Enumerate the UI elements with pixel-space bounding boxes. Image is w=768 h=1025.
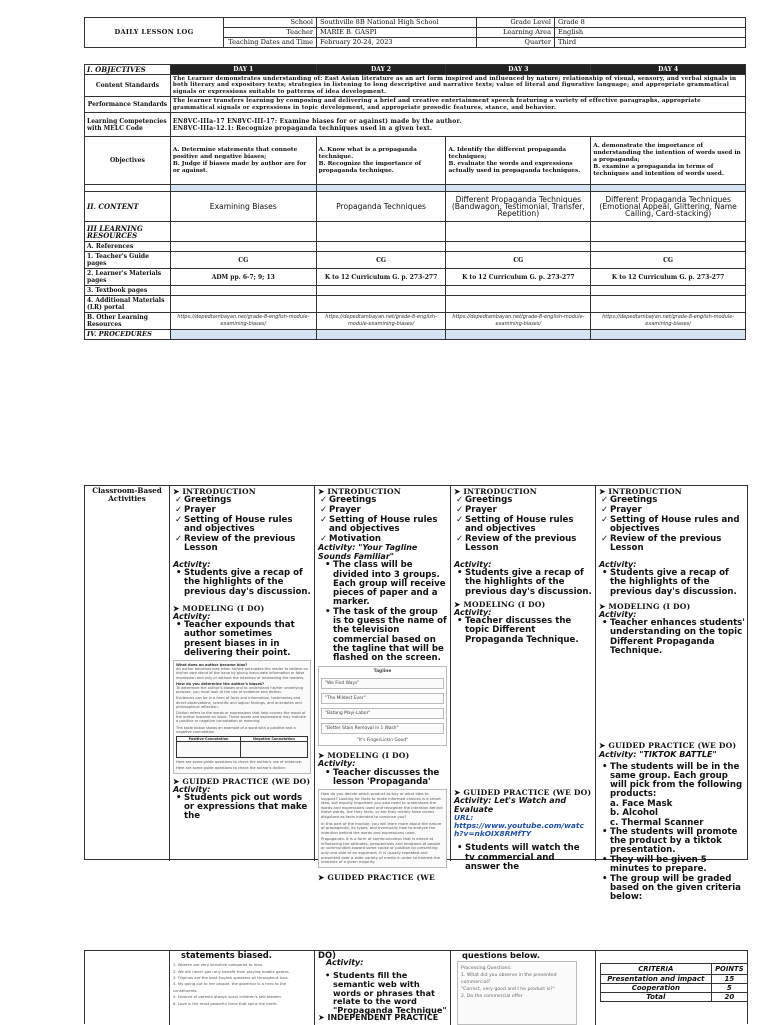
day-2-semantic-web-text: • Students fill the semantic web with words or phrases that relate to the word "Propaganda Technique": [325, 970, 447, 1015]
day-2-other-resource-link[interactable]: https://depedtambayan.net/grade-8-english-module-examining-biases/: [316, 313, 446, 330]
intro-item: ✓ Setting of House rules and objectives: [610, 516, 746, 534]
day-1-guided-activity-label: Activity:: [173, 784, 211, 794]
day-3-activity-label: Activity:: [454, 559, 492, 569]
criteria-name: Total: [601, 993, 712, 1002]
classroom-based-label: Classroom-Based Activities: [92, 486, 162, 503]
day-3-continued: [450, 951, 595, 1025]
day-1-modeling-heading: ➤ MODELING (I DO): [173, 603, 265, 613]
day-3-intro-heading: ➤ INTRODUCTION: [454, 487, 537, 496]
intro-item: ✓ Greetings: [184, 496, 311, 505]
day-1-continued-text: statements biased.: [181, 950, 272, 960]
day-2-intro-list: [318, 496, 447, 544]
tagline-item: "We Find Ways": [321, 678, 444, 689]
bias-statements-list: [173, 962, 311, 1007]
day-2-do-label: DO): [318, 950, 336, 960]
learners-materials-label: 2. Learner's Materials pages: [85, 269, 171, 286]
content-standards-label: Content Standards: [85, 75, 171, 97]
day-2-teachers-guide: CG: [316, 252, 446, 269]
day-3-header: DAY 3: [446, 65, 591, 75]
tagline-item: "It's FingerLickin Good": [356, 738, 409, 744]
objective-item: B. evaluate the words and expressions actually used in propaganda techniques.: [448, 160, 581, 174]
bias-statement: 4. My going out to her people, the governor is a hero to the constituents.: [173, 981, 287, 993]
day-4-objectives: [591, 137, 746, 185]
day-3-url-label: URL:: [454, 812, 474, 822]
content-section-label: II. CONTENT: [85, 192, 171, 222]
intro-item: ✓ Review of the previous Lesson: [465, 535, 592, 553]
day-2-modeling-heading: ➤ MODELING (I DO): [318, 751, 410, 761]
day-3-modeling-text: • Teacher discusses the topic Different Propaganda Technique.: [465, 617, 592, 645]
teacher-value: MARIE B. GASPI: [317, 28, 477, 38]
day-4-guided-item: • The group will be graded based on the given criteria below:: [610, 875, 746, 903]
day-4-header: DAY 4: [591, 65, 746, 75]
day-1-procedures: [169, 486, 314, 861]
day-2-guided-heading: ➤ GUIDED PRACTICE (WE: [318, 872, 436, 882]
intro-item: ✓ Setting of House rules and objectives: [465, 516, 592, 534]
day-2-independent-heading: ➤ INDEPENDENT PRACTICE: [318, 1013, 439, 1023]
bias-statement: 3. Filipinos are the best English speakers all throughout Asia.: [173, 975, 289, 981]
intro-item: ✓ Prayer: [329, 506, 447, 515]
day-4-intro-heading: ➤ INTRODUCTION: [599, 487, 682, 496]
intro-item: ✓ Greetings: [465, 496, 592, 505]
day-2-header: DAY 2: [316, 65, 446, 75]
day-3-teachers-guide: CG: [446, 252, 591, 269]
day-1-activity-label: Activity:: [173, 559, 211, 569]
teaching-dates-value: February 20-24, 2023: [317, 38, 477, 48]
learning-area-value: English: [555, 28, 746, 38]
content-standards-text: The Learner demonstrates understanding of: East Asian literature as an art form inspired and influenced by nature; relationship of visual, sensory, and verbal signals in both literary and expository texts; strategies in listening to long descriptive and narrative texts; value of literal and figurative language; and appropriate grammatical signals or expressions suitable to patterns of idea development.: [170, 75, 745, 97]
objective-item: A. Determine statements that connote positive and negative biases;: [172, 146, 298, 160]
day-4-product-list: [599, 800, 746, 828]
quarter-value: Third: [555, 38, 746, 48]
objectives-row-label: Objectives: [85, 137, 171, 185]
bias-statement: 6. Love is the most powerful force that spins the earth.: [173, 1000, 278, 1006]
quarter-label: Quarter: [477, 38, 555, 48]
day-4-learners-materials: K to 12 Curriculum G. p. 273-277: [591, 269, 746, 286]
grade-level-label: Grade Level: [477, 18, 555, 28]
day-3-video-link[interactable]: https://www.youtube.com/watch?v=nkOIX8RMfTY: [454, 821, 584, 839]
procedures-continued-panel: [84, 950, 748, 1024]
day-1-other-resource-link[interactable]: https://depedtambayan.net/grade-8-english-module-examining-biases/: [170, 313, 316, 330]
day-2-continued-activity-label: Activity:: [326, 958, 364, 968]
day-2-procedures: [314, 486, 450, 882]
objective-item: B. Judge if biases made by author are for or against.: [172, 160, 307, 174]
tagline-item: "Batang Mayi-Labor": [321, 708, 444, 719]
criteria-header: CRITERIA: [601, 964, 712, 975]
day-2-objectives: [316, 137, 446, 185]
day-3-guided-activity: Activity: Let's Watch and Evaluate: [454, 796, 567, 814]
day-1-learners-materials: ADM pp. 6-7; 9; 13: [170, 269, 316, 286]
school-label: School: [224, 18, 317, 28]
tagline-item: "The Mildest Ever": [321, 693, 444, 704]
day-4-promote-text: • The students will promote the product by a tiktok presentation.: [610, 828, 746, 856]
procedures-section-label: IV. PROCEDURES: [85, 330, 171, 340]
day-4-guided-item: • They will be given 5 minutes to prepare.: [610, 856, 746, 874]
day-3-learners-materials: K to 12 Curriculum G. p. 273-277: [446, 269, 591, 286]
day-4-guided-heading: ➤ GUIDED PRACTICE (WE DO): [599, 741, 737, 751]
product-item: c. Thermal Scanner: [610, 817, 704, 828]
day-3-objectives: [446, 137, 591, 185]
day-1-header: DAY 1: [170, 65, 316, 75]
intro-item: ✓ Review of the previous Lesson: [184, 535, 311, 553]
objectives-section-label: I. OBJECTIVES: [85, 65, 171, 75]
propaganda-module-excerpt: How do you decide which product to buy or what idea to support? Looking for facts to make informed choices is a smart idea, but equally important you also need to understand the words and expressions used and recognize the intention behind these words. Are they facts, or are they merely false claims disguised as facts intended to convince you? In this part of the module, you will learn more about the nature of propaganda, its types, and eventually how to analyze the intention behind the words and expressions used. Propaganda. It is a form of communication that is aimed at influencing the attitudes, perspectives and emotions of people or communities toward some cause or position by presenting only one side of an argument. It is usually repeated and presented over a wide variety of media in order to interest the interests of a given majority.: [318, 789, 447, 868]
bias-statement: 1. Women are very sensitive compared to men.: [173, 962, 264, 968]
day-1-content: Examining Biases: [170, 192, 316, 222]
day-3-intro-list: [454, 496, 592, 553]
teaching-dates-label: Teaching Dates and Time: [224, 38, 317, 48]
competency-item: EN8VC-IIIa-12.1: Recognize propaganda techniques used in a given text.: [172, 124, 433, 132]
day-1-modeling-activity-label: Activity:: [173, 611, 211, 621]
day-4-teachers-guide: CG: [591, 252, 746, 269]
day-1-guided-heading: ➤ GUIDED PRACTICE (WE DO): [173, 776, 311, 786]
day-4-procedures: [595, 486, 749, 903]
intro-item: ✓ Prayer: [184, 506, 311, 515]
day-1-modeling-text: • Teacher expounds that author sometimes present biases in in delivering their point.: [184, 621, 311, 658]
day-header-row: [85, 65, 746, 75]
competencies-label: Learning Competencies with MELC Code: [85, 113, 171, 137]
day-3-other-resource-link[interactable]: https://depedtambayan.net/grade-8-english-module-examining-biases/: [446, 313, 591, 330]
day-3-modeling-activity-label: Activity:: [454, 607, 492, 617]
additional-materials-label: 4. Additional Materials (LR) portal: [85, 296, 171, 313]
bias-statement: 5. Divorce of parents always scars children's self-esteem.: [173, 994, 283, 1000]
day-4-content: Different Propaganda Techniques (Emotional Appeal, Glittering, Name Calling, Card-stacking): [591, 192, 746, 222]
tagline-item: "Better Stain Removal in 1 Wash": [321, 723, 444, 734]
performance-standards-text: The learner transfers learning by composing and delivering a brief and creative entertainment speech featuring a variety of effective paragraphs, appropriate grammatical signals or expressions in topic development, and appropriate prosodic features, stance, and behavior.: [170, 97, 745, 113]
objective-item: A. Identify the different propaganda techniques;: [448, 146, 566, 160]
day-3-procedures: [450, 486, 595, 872]
procedures-panel: [84, 485, 748, 903]
day-4-intro-list: [599, 496, 746, 553]
day-2-intro-heading: ➤ INTRODUCTION: [318, 487, 401, 496]
intro-item: ✓ Motivation: [329, 535, 447, 544]
day-3-blank-space: [454, 645, 592, 787]
product-item: b. Alcohol: [610, 808, 658, 819]
criteria-points: 15: [711, 975, 747, 984]
other-resources-label: B. Other Learning Resources: [85, 313, 171, 330]
dll-title: DAILY LESSON LOG: [85, 18, 224, 48]
day-4-guided-activity: Activity: "TIKTOK BATTLE": [599, 749, 717, 759]
processing-questions-image: Processing Questions: 1. What did you observe in the presented commercial? "Correct, very good and I he product is?" 2. Do the commercial offer: [457, 961, 577, 1025]
day-4-continued: [595, 951, 749, 1025]
criteria-points: 5: [711, 984, 747, 993]
criteria-name: Presentation and impact: [601, 975, 712, 984]
intro-item: ✓ Setting of House rules and objectives: [184, 516, 311, 534]
dll-main-table: [84, 64, 746, 340]
procedures-label-column: [85, 486, 169, 861]
day-2-content: Propaganda Techniques: [316, 192, 446, 222]
teacher-label: Teacher: [224, 28, 317, 38]
day-2-activity-item: • The task of the group is to guess the name of the television commercial based on the tagline that will be flashed on the screen.: [333, 608, 447, 663]
objective-item: B. Recognize the importance of propaganda technique.: [318, 160, 422, 174]
tagline-image: Tagline "We Find Ways" "The Mildest Ever" "Batang Mayi-Labor" "Better Stain Removal in 1 Wash" "It's FingerLickin Good": [318, 666, 447, 746]
references-label: A. References: [85, 242, 171, 252]
competencies-cell: [170, 113, 745, 137]
day-4-blank-space: [599, 656, 746, 740]
dll-header-table: [84, 17, 746, 48]
textbook-pages-label: 3. Textbook pages: [85, 286, 171, 296]
day-4-modeling-heading: ➤ MODELING (I DO): [599, 601, 691, 611]
criteria-table: [600, 963, 748, 1002]
criteria-name: Cooperation: [601, 984, 712, 993]
intro-item: ✓ Review of the previous Lesson: [610, 535, 746, 553]
day-3-modeling-heading: ➤ MODELING (I DO): [454, 599, 546, 609]
school-value: Southville 8B National High School: [317, 18, 477, 28]
resources-section-label: III LEARNING RESOURCES: [85, 222, 171, 242]
product-item: a. Face Mask: [610, 799, 673, 810]
blue-spacer-row: [85, 185, 746, 192]
day-4-activity-text: • Students give a recap of the highlights of the previous day's discussion.: [610, 569, 746, 597]
day-2-modeling-activity-label: Activity:: [318, 759, 356, 769]
day-4-guided-item: • The students will be in the same group. Each group will pick from the following products:: [610, 763, 746, 800]
day-4-modeling-activity-label: Activity:: [599, 609, 637, 619]
day-1-teachers-guide: CG: [170, 252, 316, 269]
day-2-continued: [314, 951, 450, 1025]
intro-item: ✓ Setting of House rules and objectives: [329, 516, 447, 534]
day-4-other-resource-link[interactable]: https://depedtambayan.net/grade-8-english-module-examining-biases/: [591, 313, 746, 330]
day-1-activity-text: • Students give a recap of the highlights of the previous day's discussion.: [184, 569, 311, 597]
teachers-guide-label: 1. Teacher's Guide pages: [85, 252, 171, 269]
day-3-continued-text: questions below.: [462, 950, 541, 960]
connotation-table: Positive Connotation Negative Connotation: [176, 736, 308, 758]
intro-item: ✓ Greetings: [610, 496, 746, 505]
day-2-learners-materials: K to 12 Curriculum G. p. 273-277: [316, 269, 446, 286]
learning-area-label: Learning Area: [477, 28, 555, 38]
day-4-activity-label: Activity:: [599, 559, 637, 569]
intro-item: ✓ Prayer: [610, 506, 746, 515]
objective-item: A. Know what is a propaganda technique.: [318, 146, 417, 160]
day-1-objectives: [170, 137, 316, 185]
day-1-continued: [169, 951, 314, 1025]
day-2-modeling-text: • Teacher discusses the lesson 'Propaganda': [333, 769, 447, 787]
intro-item: ✓ Prayer: [465, 506, 592, 515]
day-3-activity-text: • Students give a recap of the highlights of the previous day's discussion.: [465, 569, 592, 597]
day-1-intro-heading: ➤ INTRODUCTION: [173, 487, 256, 496]
day-2-activity-item: • The class will be divided into 3 groups. Each group will receive pieces of paper and a marker.: [333, 561, 447, 607]
day-1-intro-list: [173, 496, 311, 553]
points-header: POINTS: [711, 964, 747, 975]
objective-item: A. demonstrate the importance of understanding the intention of words used in a propaganda;: [593, 143, 741, 164]
day-1-guided-text: • Students pick out words or expressions that make the: [184, 794, 311, 822]
intro-item: ✓ Greetings: [329, 496, 447, 505]
examining-biases-module-excerpt: What does an author become bias? An author becomes bias when he/she persuades the reader to believe on his/her own stand of the issue by giving inaccurate information or false impression and only or without the intention of misleading the readers. How do you determine the author's biases? To determine the author's biases and to understand his/her underlying purpose, you must look at the use of evidence and diction. Evidences can be in a form of facts and information, testimonies and direct observations, scientific and logical findings, and anecdotes and philosophical reflection. Diction refers to the words or expressions that help convey the mood of the author towards an issue. These words and expressions may indicate a positive or negative connotation or meaning. The table below shows an example of a word with a positive and a negative connotation. Positive Connotation Negative Connotation Here are some guide questions to check the author's use of evidence: Here are some guide questions to check the author's diction:: [173, 660, 311, 774]
bias-statement: 2. We will never gain any benefit from playing mobile games.: [173, 968, 290, 974]
grade-level-value: Grade 8: [555, 18, 746, 28]
continued-label-column: [85, 951, 169, 1025]
day-4-modeling-text: • Teacher enhances students' understanding on the topic Different Propaganda Technique.: [610, 619, 746, 656]
day-3-guided-heading: ➤ GUIDED PRACTICE (WE DO): [454, 788, 592, 798]
objective-item: B. examine a propaganda in terms of techniques and intention of words used.: [593, 164, 724, 178]
day-2-activity-label: Activity: "Your Tagline Sounds Familiar": [318, 543, 418, 561]
performance-standards-label: Performance Standards: [85, 97, 171, 113]
day-3-guided-text: • Students will watch the tv commercial and answer the: [465, 844, 592, 872]
criteria-points: 20: [711, 993, 747, 1002]
competency-item: EN8VC-IIIa-17 EN8VC-III-17: Examine biases for or against) made by the author.: [172, 117, 462, 125]
day-3-content: Different Propaganda Techniques (Bandwagon, Testimonial, Transfer, Repetition): [446, 192, 591, 222]
